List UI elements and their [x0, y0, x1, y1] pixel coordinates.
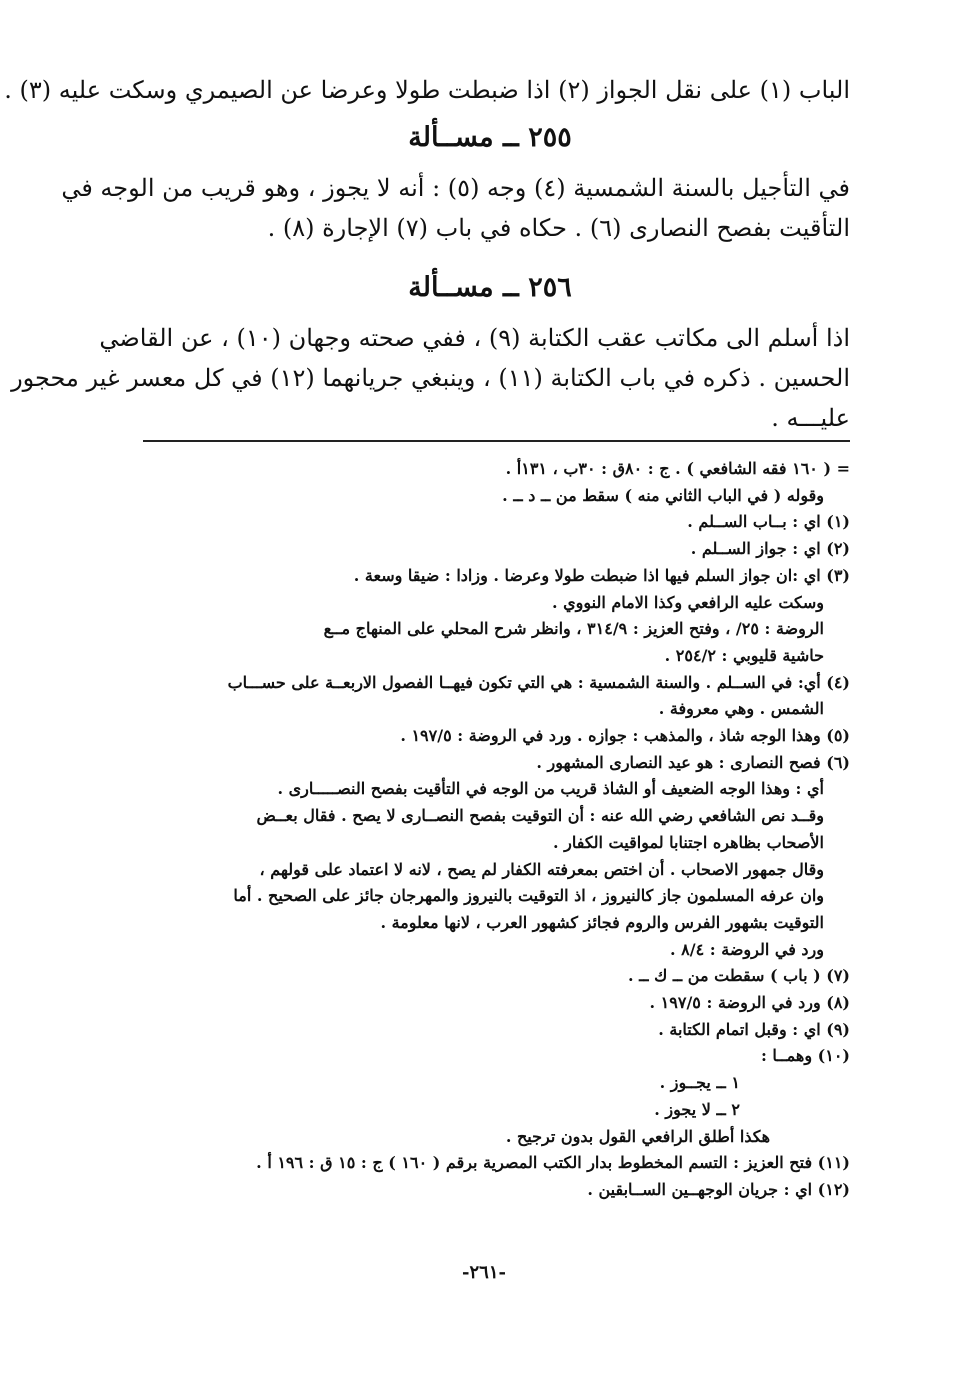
footnote-line: التوقيت بشهور الفرس والروم فجائز كشهور العرب ، لانها معلومة . — [380, 912, 824, 932]
footnote-line: (٥) وهذا الوجه شاذ ، والمذهب : جوازه . ورد في الروضة : ١٩٧/٥ . — [400, 726, 850, 746]
footnote-line: الأصحاب بظاهره اجتنابا لمواقيت الكفار . — [552, 832, 824, 852]
main-text — [4, 70, 850, 438]
text-line: التأقيت بفصح النصارى (٦) . حكاه في باب (٧) الإجارة (٨) . — [267, 214, 850, 242]
section-heading-255: ٢٥٥ ــ مســألة — [408, 122, 572, 153]
text-line: اذا أسلم الى مكاتب عقب الكتابة (٩) ، ففي صحته وجهان (١٠) ، عن القاضي — [99, 324, 850, 352]
footnote-line: ٢ ــ لا يجوز . — [654, 1099, 740, 1119]
footnote-line: وقال جمهور الاصحاب . أن اختص بمعرفته الكفار لم يصح ، لانه لا اعتماد على قولهم ، — [259, 859, 824, 879]
footnote-line: وسكت عليه الرافعي وكذا الامام النووي . — [552, 592, 824, 612]
footnotes — [135, 456, 850, 1204]
footnote-line: وقــد نص الشافعي رضي الله عنه : أن التوقيت بفصح النصــارى لا يصح . فقال بعــض — [256, 806, 824, 826]
footnote-line: حاشية قليوبي : ٢٥٤/٢ . — [664, 645, 824, 665]
page-number: -٢٦١- — [462, 1262, 506, 1283]
footnote-line: (١) اي : بــاب الســلم . — [687, 512, 850, 532]
footnote-line: = ( ١٦٠ فقه الشافعي ) . ج : ٨٠ق : ٣٠ب ، ١٣١أ . — [505, 459, 850, 478]
footnote-line: (١٢) اي : جريان الوجهــين الســابقين . — [587, 1179, 850, 1199]
footnote-line: (٢) اي : جواز الســلم . — [690, 539, 850, 559]
footnote-line: ١ ــ يجــوز . — [659, 1073, 740, 1093]
footnote-line: ورد في الروضة : ٨/٤ . — [670, 939, 824, 959]
footnote-line: هكذا أطلق الرافعي القول بدون ترجيح . — [505, 1126, 770, 1146]
footnote-line: (٨) ورد في الروضة : ١٩٧/٥ . — [649, 993, 850, 1013]
footnote-line: الشمس . وهي معروفة . — [658, 699, 824, 719]
footnote-line: أي : وهذا الوجه الضعيف أو الشاذ قريب من الوجه في التأقيت بفصح النصـــــارى . — [277, 779, 824, 799]
text-line: عليـــه . — [771, 404, 850, 432]
text-line: في التأجيل بالسنة الشمسية (٤) وجه (٥) : أنه لا يجوز ، وهو قريب من الوجه في — [61, 174, 850, 202]
text-line: الباب (١) على نقل الجواز (٢) اذا ضبطت طولا وعرضا عن الصيمري وسكت عليه (٣) . — [4, 76, 850, 104]
text-line: الحسين . ذكره في باب الكتابة (١١) ، وينبغي جريانهما (١٢) في كل معسر غير محجور — [11, 364, 850, 392]
footnote-line: (١١) فتح العزيز : التسم المخطوط بدار الكتب المصرية برقم ( ١٦٠ ) ج : ١٥ ق : ١٩٦ أ . — [256, 1153, 850, 1173]
footnote-line: وان عرفه المسلمون جاز كالنيروز ، اذ التوقيت بالنيروز والمهرجان جائز على الصحيح . أما — [233, 886, 824, 906]
footnote-line: وقوله ( في الباب الثاني منه ) سقط من ــ د ــ . — [502, 485, 824, 505]
footnote-line: الروضة : ٢٥/ ، وفتح العزيز : ٣١٤/٩ ، وانظر شرح المحلي على المنهاج مــع — [323, 619, 824, 639]
footnote-line: (٩) اي : وقبل اتمام الكتابة . — [658, 1019, 850, 1039]
footnote-line: (٦) فصح النصارى : هو عيد النصارى المشهور . — [536, 752, 850, 772]
footnote-line: (٤) أي: في الســلم . والسنة الشمسية : هي التي تكون فيهــا الفصول الاربعــة على حســـاب — [227, 672, 850, 692]
footnote-line: (١٠) وهمــا : — [760, 1046, 850, 1066]
footnote-line: (٣) اي :ان جواز السلم فيها اذا ضبطت طولا وعرضا . وزادا : ضيقا وسعة . — [353, 565, 850, 585]
footnote-line: (٧) ( باب ) سقطت من ــ ك ــ . — [628, 966, 850, 986]
footnote-divider — [143, 440, 850, 442]
section-heading-256: ٢٥٦ ــ مســألة — [408, 272, 572, 303]
